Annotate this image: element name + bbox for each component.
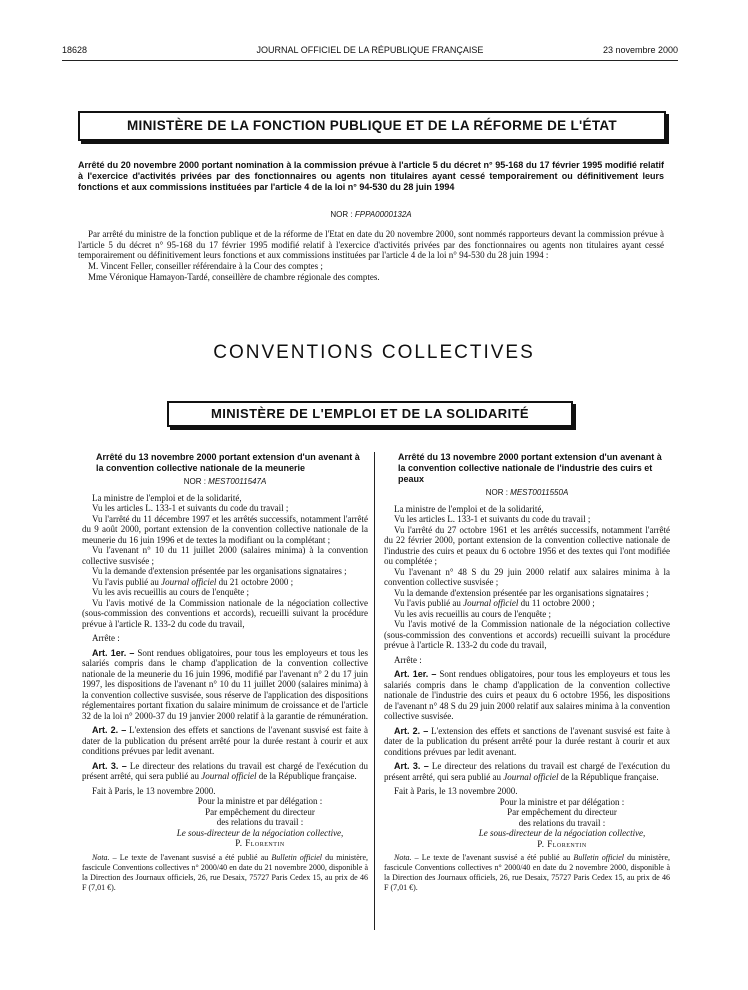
nor-label: NOR : xyxy=(485,488,508,497)
left-p3: Vu l'arrêté du 11 décembre 1997 et les arrêtés successifs, notamment l'arrêté du 9 août 2000, portant extension de la convention collective nationale de la meunerie du 16 juin 1996 et de textes la modifiant ou la complétant ; xyxy=(82,513,368,545)
left-article-2: Art. 2. – L'extension des effets et sanctions de l'avenant susvisé est faite à dater de la publication du présent arrêté pour la durée restant à courir et aux conditions prévues par ledit avenant. xyxy=(82,725,368,756)
right-p5: Vu la demande d'extension présentée par les organisations signataires ; xyxy=(394,587,649,598)
appointee-line: M. Vincent Feller, conseiller référendaire à la Cour des comptes ; xyxy=(88,261,323,272)
right-p7: Vu les avis recueillis au cours de l'enquête ; xyxy=(394,608,552,619)
page-number: 18628 xyxy=(62,45,88,55)
decree-nor xyxy=(78,210,664,219)
left-signature: Pour la ministre et par délégation : Par empêchement du directeur des relations du travail : Le sous-directeur de la négociation collective, P. Florentin xyxy=(176,796,344,848)
right-article-1: Art. 1er. – Sont rendues obligatoires, pour tous les employeurs et tous les salariés compris dans le champ d'application de la convention collective nationale de l'industrie des cuirs et peaux du 6 octobre 1956, les dispositions de l'avenant n° 48 S du 29 juin 2000 relatif aux salaires minima à la convention collective susvisée. xyxy=(384,669,670,721)
left-decree-title: Arrêté du 13 novembre 2000 portant extension d'un avenant à la convention collective nationale de la meunerie xyxy=(96,452,360,473)
nor-code: MEST0011550A xyxy=(510,488,569,497)
right-nota: Nota. – Le texte de l'avenant susvisé a été publié au Bulletin officiel du ministère, fascicule Conventions collectives n° 2000/40 en date du 2 novembre 2000, disponible à la Direction des Journaux officiels, 26, rue Desaix, 75727 Paris Cedex 15, au prix de 46 F (7,01 €). xyxy=(384,853,670,892)
decree-paragraph: Par arrêté du ministre de la fonction publique et de la réforme de l'Etat en date du 20 novembre 2000, sont nommés rapporteurs devant la commission prévue à l'article 5 du décret n° 95-168 du 17 février 1995 modifié relatif à l'exercice d'activités privées par des fonctionnaires ou agents non titulaires ayant cessé temporairement ou définitivement leurs fonctions et aux commissions instituées par l'article 4 de la loi n° 94-530 du 28 juin 1994 : xyxy=(78,229,664,261)
nor-code: MEST0011547A xyxy=(208,477,267,486)
left-p7: Vu les avis recueillis au cours de l'enquête ; xyxy=(92,587,250,597)
nor-label: NOR : xyxy=(183,477,206,486)
ministry-fonction-publique-box: MINISTÈRE DE LA FONCTION PUBLIQUE ET DE LA RÉFORME DE L'ÉTAT xyxy=(78,111,666,141)
ministry-emploi-box: MINISTÈRE DE L'EMPLOI ET DE LA SOLIDARITÉ xyxy=(167,401,573,427)
left-p2: Vu les articles L. 133-1 et suivants du code du travail ; xyxy=(92,503,289,513)
left-nor xyxy=(82,477,368,488)
header-rule xyxy=(62,60,678,61)
left-article-1: Art. 1er. – Sont rendues obligatoires, pour tous les employeurs et tous les salariés compris dans le champ d'application de la convention collective nationale de la meunerie du 16 juin 1996, modifié par l'avenant n° 2 du 17 juin 1997, les dispositions de l'avenant n° 10 du 11 juillet 2000 (salaires minima) à la convention collective susvisée, sous réserve de l'application des dispositions réglementaires portant fixation du salaire minimum de croissance et de l'article 32 de la loi n° 2000-37 du 19 janvier 2000 relatif à la garantie de rémunération. xyxy=(82,647,369,721)
right-decree-title: Arrêté du 13 novembre 2000 portant extension d'un avenant à la convention collective nationale de l'industrie des cuirs et peaux xyxy=(398,452,662,484)
right-article-3: Art. 3. – Le directeur des relations du travail est chargé de l'exécution du présent arrêté, qui sera publié au Journal officiel de la République française. xyxy=(384,761,670,782)
journal-title: JOURNAL OFFICIEL DE LA RÉPUBLIQUE FRANÇAISE xyxy=(256,45,484,55)
decree-body xyxy=(78,229,664,283)
right-signature: Pour la ministre et par délégation : Par empêchement du directeur des relations du travail : Le sous-directeur de la négociation collective, P. Florentin xyxy=(478,796,646,849)
right-p2: Vu les articles L. 133-1 et suivants du code du travail ; xyxy=(394,514,591,524)
left-p4: Vu l'avenant n° 10 du 11 juillet 2000 (salaires minima) à la convention collective susvisée ; xyxy=(82,545,368,566)
right-fait: Fait à Paris, le 13 novembre 2000. xyxy=(394,786,518,796)
left-p6: Vu l'avis publié au Journal officiel du 21 octobre 2000 ; xyxy=(92,576,294,587)
left-arrete: Arrête : xyxy=(92,633,120,643)
page-header xyxy=(62,45,678,59)
section-heading: CONVENTIONS COLLECTIVES xyxy=(213,342,535,363)
right-p3: Vu l'arrêté du 27 octobre 1961 et les arrêtés successifs, notamment l'arrêté du 22 février 2000, portant extension de la convention collective nationale de l'industrie des cuirs et peaux du 6 octobre 1956 et des textes qui l'ont modifiée ou complétée ; xyxy=(384,524,670,566)
left-p8: Vu l'avis motivé de la Commission nationale de la négociation collective (sous-commission des conventions et accords), recueilli suivant la procédure prévue à l'article R. 133-2 du code du travail, xyxy=(82,597,368,629)
right-article-2: Art. 2. – L'extension des effets et sanctions de l'avenant susvisé est faite à dater de la publication du présent arrêté pour la durée restant à courir et aux conditions prévues par ledit avenant. xyxy=(384,725,670,757)
issue-date: 23 novembre 2000 xyxy=(602,45,678,55)
right-nor xyxy=(384,488,670,499)
appointee-line: Mme Véronique Hamayon-Tardé, conseillère de chambre régionale des comptes. xyxy=(88,271,380,282)
right-p4: Vu l'avenant n° 48 S du 29 juin 2000 relatif aux salaires minima à la convention collective susvisée ; xyxy=(384,566,670,587)
left-fait: Fait à Paris, le 13 novembre 2000. xyxy=(92,785,216,796)
right-p6: Vu l'avis publié au Journal officiel du 11 octobre 2000 ; xyxy=(394,598,595,608)
left-p1: La ministre de l'emploi et de la solidarité, xyxy=(92,492,242,503)
column-divider xyxy=(374,452,375,930)
nor-code: FPPA0000132A xyxy=(354,210,412,219)
left-nota: Nota. – Le texte de l'avenant susvisé a été publié au Bulletin officiel du ministère, fascicule Conventions collectives n° 2000/40 en date du 21 novembre 2000, disponible à la Direction des Journaux officiels, 26, rue Desaix, 75727 Paris Cedex 15, au prix de 46 F (7,01 €). xyxy=(82,852,368,892)
left-article-3: Art. 3. – Le directeur des relations du travail est chargé de l'exécution du présent arrêté, qui sera publié au Journal officiel de la République française. xyxy=(82,760,368,781)
decree-title: Arrêté du 20 novembre 2000 portant nomination à la commission prévue à l'article 5 du décret n° 95-168 du 17 février 1995 modifié relatif à l'exercice d'activités privées par des fonctionnaires ou agents non titulaires ayant cessé temporairement ou définitivement leurs fonctions et aux commissions instituées par l'article 4 de la loi n° 94-530 du 28 juin 1994 xyxy=(78,160,664,192)
right-p1: La ministre de l'emploi et de la solidarité, xyxy=(394,503,544,514)
left-column xyxy=(82,452,368,893)
nor-label: NOR : xyxy=(330,210,353,219)
right-arrete: Arrête : xyxy=(394,654,422,665)
left-p5: Vu la demande d'extension présentée par les organisations signataires ; xyxy=(92,566,347,576)
right-column xyxy=(384,452,670,893)
right-p8: Vu l'avis motivé de la Commission nationale de la négociation collective (sous-commission des conventions et accords) recueilli suivant la procédure prévue à l'article R. 133-2 du code du travail, xyxy=(384,619,670,650)
